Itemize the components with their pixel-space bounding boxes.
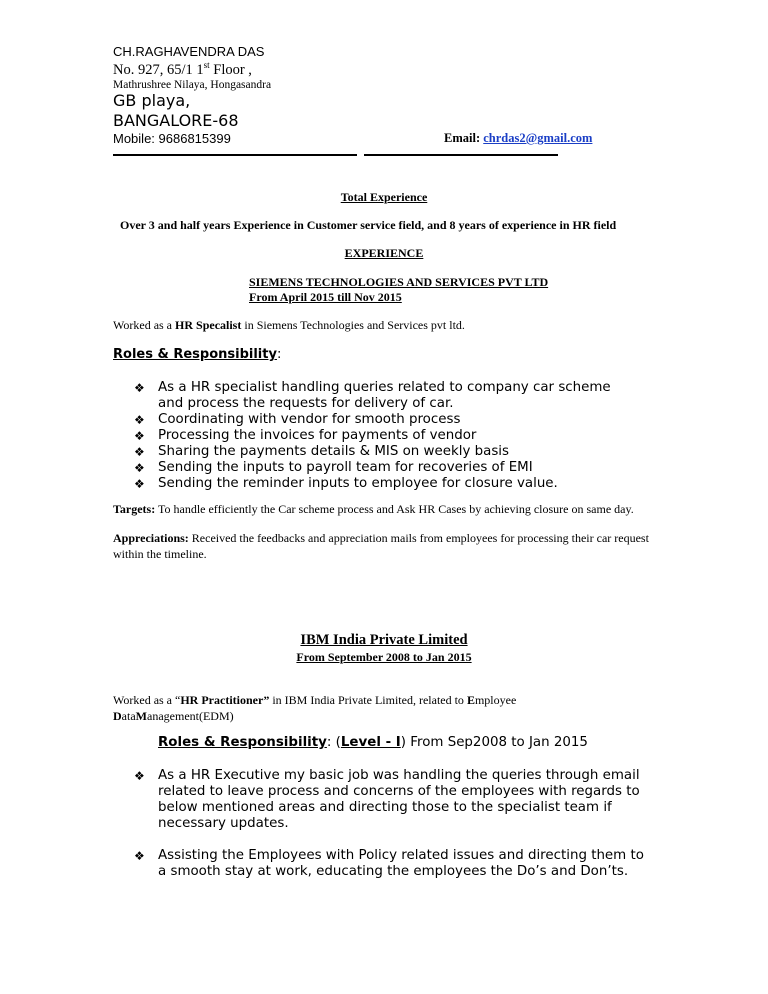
ibm-responsibility-list — [134, 768, 656, 880]
address-line-2: Mathrushree Nilaya, Hongasandra — [113, 79, 272, 91]
list-item: ❖ As a HR Executive my basic job was handling the queries through email related to leave process and concerns of the employees with regards to below mentioned areas and directing those to the specialist team if necessary updates. — [134, 768, 640, 831]
list-item: ❖ Assisting the Employees with Policy related issues and directing them to a smooth stay at work, educating the employees the Do’s and Don’ts. — [134, 848, 644, 879]
siemens-roles-heading: Roles & Responsibility: — [113, 347, 282, 362]
siemens-targets: Targets: To handle efficiently the Car scheme process and Ask HR Cases by achieving closure on same day. — [113, 502, 634, 516]
siemens-appreciations: Appreciations: Received the feedbacks and appreciation mails from employees for processing their car request within the timeline. — [113, 531, 649, 561]
total-experience-heading: Total Experience — [340, 190, 428, 204]
diamond-bullet-icon: ❖ — [134, 381, 145, 395]
ibm-period: From September 2008 to Jan 2015 — [296, 650, 472, 664]
divider-right — [364, 154, 558, 156]
siemens-worked-as: Worked as a HR Specalist in Siemens Technologies and Services pvt ltd. — [113, 318, 465, 332]
diamond-bullet-icon: ❖ — [134, 429, 145, 443]
list-item: ❖ Sending the reminder inputs to employee for closure value. — [134, 476, 558, 491]
mobile-number: Mobile: 9686815399 — [113, 131, 231, 146]
email-link[interactable]: chrdas2@gmail.com — [483, 131, 593, 145]
divider-left — [113, 154, 357, 156]
list-item: ❖ As a HR specialist handling queries related to company car scheme and process the requests for delivery of car. — [134, 380, 611, 411]
ibm-company: IBM India Private Limited — [300, 632, 468, 648]
address-city: BANGALORE-68 — [113, 111, 239, 130]
list-item: ❖ Coordinating with vendor for smooth process — [134, 412, 461, 427]
diamond-bullet-icon: ❖ — [134, 445, 145, 459]
diamond-bullet-icon: ❖ — [134, 461, 145, 475]
list-item: ❖ Sharing the payments details & MIS on weekly basis — [134, 444, 510, 459]
diamond-bullet-icon: ❖ — [134, 769, 145, 783]
list-item: ❖ Sending the inputs to payroll team for recoveries of EMI — [134, 460, 533, 475]
ibm-worked-as: Worked as a “HR Practitioner” in IBM India Private Limited, related to Employee DataManagement(EDM) — [113, 693, 517, 723]
experience-heading: EXPERIENCE — [344, 246, 424, 260]
address-line-1: No. 927, 65/1 1st Floor , — [113, 60, 252, 78]
address-line-3: GB playa, — [113, 91, 191, 110]
candidate-name: CH.RAGHAVENDRA DAS — [113, 44, 265, 59]
diamond-bullet-icon: ❖ — [134, 849, 145, 863]
diamond-bullet-icon: ❖ — [134, 413, 145, 427]
ibm-roles-heading: Roles & Responsibility: (Level - I) From Sep2008 to Jan 2015 — [158, 735, 588, 750]
diamond-bullet-icon: ❖ — [134, 477, 145, 491]
siemens-period: From April 2015 till Nov 2015 — [249, 290, 402, 304]
list-item: ❖ Processing the invoices for payments of vendor — [134, 428, 477, 443]
email-line: Email: chrdas2@gmail.com — [444, 131, 593, 145]
siemens-responsibility-list — [134, 380, 634, 492]
experience-summary: Over 3 and half years Experience in Customer service field, and 8 years of experience in HR field — [120, 218, 617, 232]
siemens-company: SIEMENS TECHNOLOGIES AND SERVICES PVT LTD — [249, 275, 549, 289]
